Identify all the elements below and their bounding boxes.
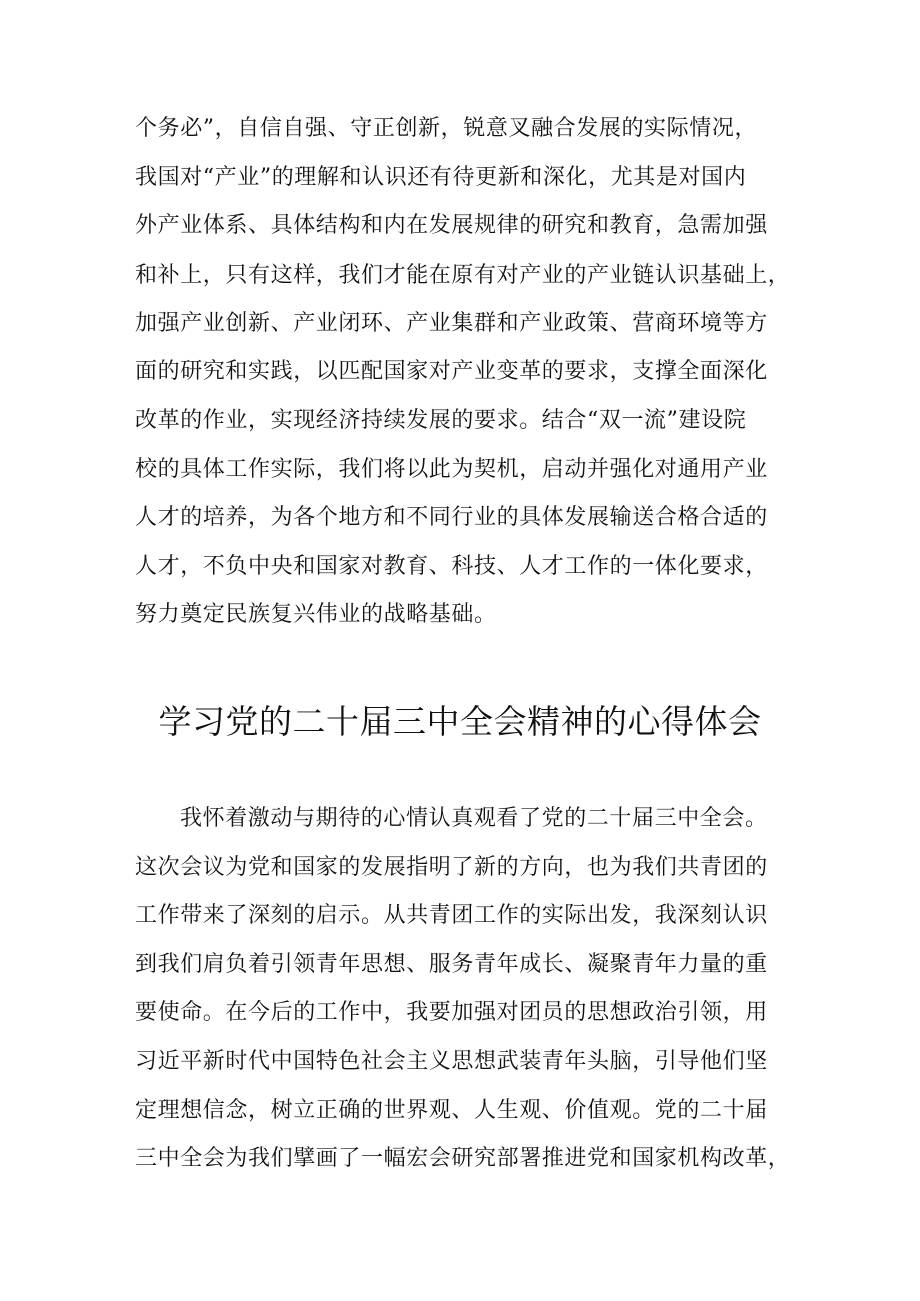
paragraph-line: 努力奠定民族复兴伟业的战略基础。 [135, 602, 497, 627]
paragraph-line: 人才，不负中央和国家对教育、科技、人才工作的一体化要求， [135, 554, 768, 579]
paragraph-line: 我怀着激动与期待的心情认真观看了党的二十届三中全会。 [180, 806, 768, 831]
paragraph-line: 三中全会为我们擘画了一幅宏会研究部署推进党和国家机构改革， [135, 1146, 791, 1171]
paragraph-line: 个务必”，自信自强、守正创新，锐意叉融合发展的实际情况， [135, 116, 758, 141]
paragraph-line: 到我们肩负着引领青年思想、服务青年成长、凝聚青年力量的重 [135, 952, 768, 977]
section-title: 学习党的二十届三中全会精神的心得体会 [158, 702, 762, 741]
paragraph-line: 工作带来了深刻的启示。从共青团工作的实际出发，我深刻认识 [135, 903, 768, 928]
paragraph-line: 要使命。在今后的工作中，我要加强对团员的思想政治引领，用 [135, 1000, 768, 1025]
paragraph-line: 加强产业创新、产业闭环、产业集群和产业政策、营商环境等方 [135, 311, 768, 336]
paragraph-line: 改革的作业，实现经济持续发展的要求。结合“双一流”建设院 [135, 408, 747, 433]
paragraph-line: 习近平新时代中国特色社会主义思想武装青年头脑，引导他们坚 [135, 1049, 768, 1074]
paragraph-line: 定理想信念，树立正确的世界观、人生观、价值观。党的二十届 [135, 1098, 768, 1123]
paragraph-line: 我国对“产业”的理解和认识还有待更新和深化，尤其是对国内 [135, 165, 747, 190]
paragraph-line: 和补上，只有这样，我们才能在原有对产业的产业链认识基础上， [135, 263, 791, 288]
paragraph-line: 面的研究和实践，以匹配国家对产业变革的要求，支撑全面深化 [135, 359, 768, 384]
paragraph-line: 这次会议为党和国家的发展指明了新的方向，也为我们共青团的 [135, 855, 768, 880]
paragraph-line: 人才的培养，为各个地方和不同行业的具体发展输送合格合适的 [135, 505, 768, 530]
paragraph-line: 外产业体系、具体结构和内在发展规律的研究和教育，急需加强 [135, 213, 768, 238]
paragraph-line: 校的具体工作实际，我们将以此为契机，启动并强化对通用产业 [135, 457, 768, 482]
